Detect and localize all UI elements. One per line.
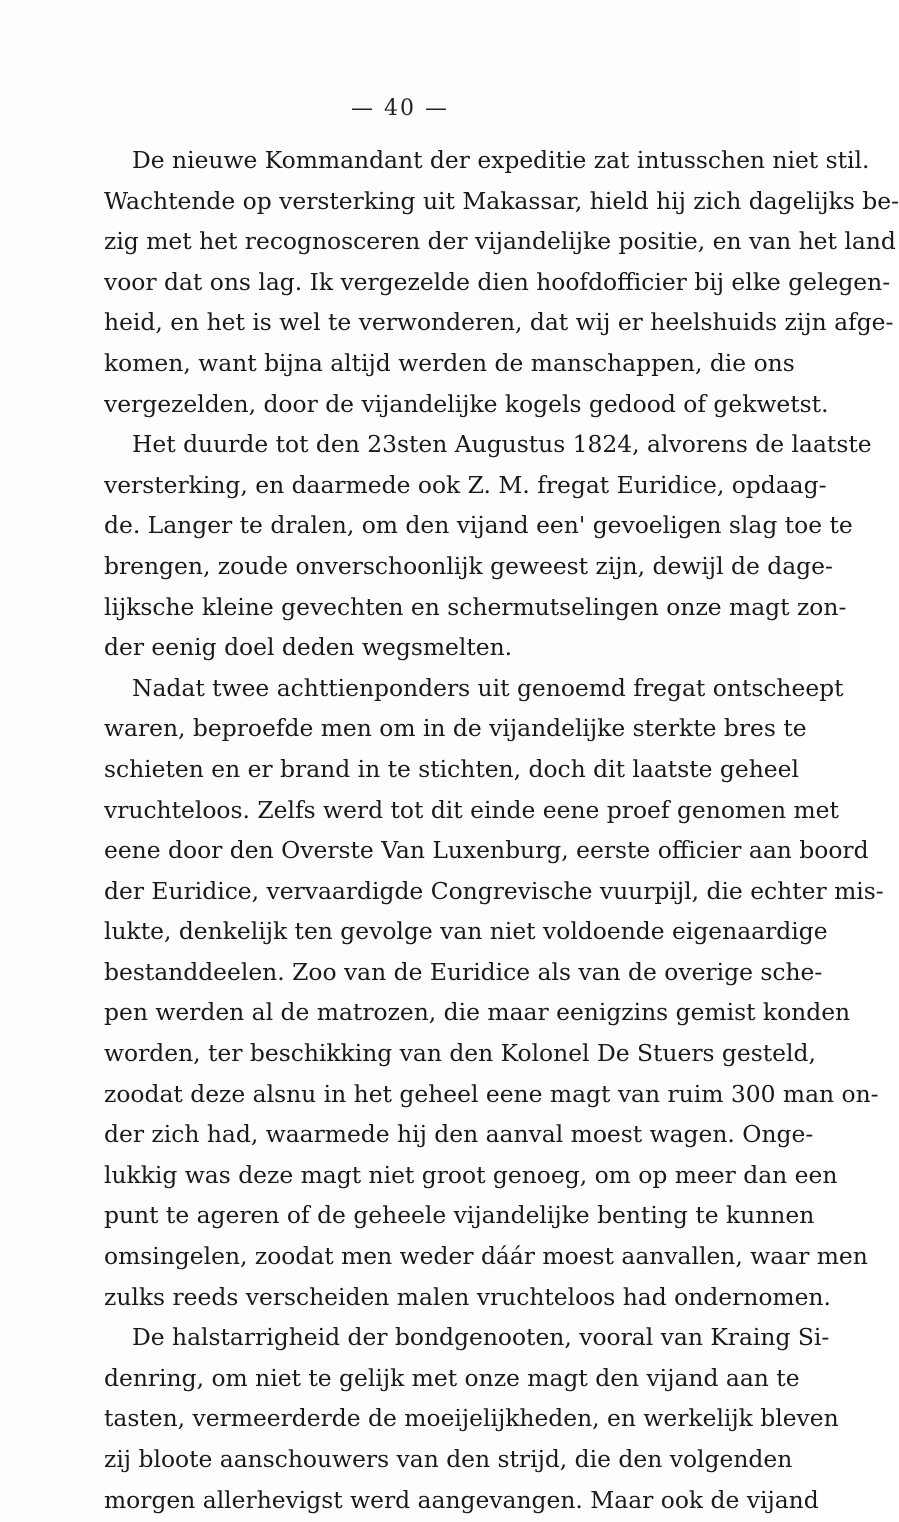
text-line: bestanddeelen. Zoo van de Euridice als van de overige sche- <box>104 957 823 986</box>
text-line: lijksche kleine gevechten en schermutselingen onze magt zon- <box>104 592 847 621</box>
text-line: pen werden al de matrozen, die maar eenigzins gemist konden <box>104 998 851 1027</box>
text-line: der zich had, waarmede hij den aanval moest wagen. Onge- <box>104 1120 814 1149</box>
text-line: zoodat deze alsnu in het geheel eene magt van ruim 300 man on- <box>104 1079 879 1108</box>
text-line: schieten en er brand in te stichten, doch dit laatste geheel <box>104 754 799 783</box>
text-line: worden, ter beschikking van den Kolonel De Stuers gesteld, <box>104 1039 816 1068</box>
text-line: vergezelden, door de vijandelijke kogels gedood of gekwetst. <box>104 389 829 418</box>
text-line: eene door den Overste Van Luxenburg, eerste officier aan boord <box>104 836 869 865</box>
text-line: Het duurde tot den 23sten Augustus 1824, alvorens de laatste <box>132 430 872 459</box>
text-line: voor dat ons lag. Ik vergezelde dien hoofdofficier bij elke gelegen- <box>104 267 891 296</box>
page-number: — 40 — <box>351 96 449 121</box>
text-line: versterking, en daarmede ook Z. M. fregat Euridice, opdaag- <box>104 470 827 499</box>
text-line: vruchteloos. Zelfs werd tot dit einde eene proef genomen met <box>104 795 839 824</box>
body-text <box>104 140 899 1520</box>
text-line: komen, want bijna altijd werden de manschappen, die ons <box>104 348 795 377</box>
text-line: denring, om niet te gelijk met onze magt den vijand aan te <box>104 1363 800 1392</box>
text-line: zij bloote aanschouwers van den strijd, die den volgenden <box>104 1445 793 1473</box>
text-line: lukkig was deze magt niet groot genoeg, om op meer dan een <box>104 1160 838 1189</box>
text-line: morgen allerhevigst werd aangevangen. Maar ook de vijand <box>104 1485 819 1514</box>
text-line: der Euridice, vervaardigde Congrevische vuurpijl, die echter mis- <box>104 876 884 905</box>
text-line: omsingelen, zoodat men weder dáár moest aanvallen, waar men <box>104 1242 868 1271</box>
text-line: zulks reeds verscheiden malen vruchteloos had ondernomen. <box>104 1282 831 1311</box>
text-line: brengen, zoude onverschoonlijk geweest zijn, dewijl de dage- <box>104 551 833 580</box>
text-line: zig met het recognosceren der vijandelijke positie, en van het land <box>104 227 896 256</box>
text-line: punt te ageren of de geheele vijandelijke benting te kunnen <box>104 1201 815 1230</box>
text-line: lukte, denkelijk ten gevolge van niet voldoende eigenaardige <box>104 917 828 946</box>
text-line: de. Langer te dralen, om den vijand een' gevoeligen slag toe te <box>104 511 853 540</box>
text-line: De halstarrigheid der bondgenooten, vooral van Kraing Si- <box>132 1323 830 1352</box>
text-line: waren, beproefde men om in de vijandelijke sterkte bres te <box>104 714 807 743</box>
text-line: tasten, vermeerderde de moeijelijkheden, en werkelijk bleven <box>104 1404 839 1433</box>
text-line: Wachtende op versterking uit Makassar, hield hij zich dagelijks be- <box>104 186 899 215</box>
text-line: heid, en het is wel te verwonderen, dat wij er heelshuids zijn afge- <box>104 308 894 337</box>
text-line: der eenig doel deden wegsmelten. <box>104 633 513 662</box>
text-line: De nieuwe Kommandant der expeditie zat intusschen niet stil. <box>132 146 870 174</box>
text-line: Nadat twee achttienponders uit genoemd fregat ontscheept <box>132 673 844 702</box>
